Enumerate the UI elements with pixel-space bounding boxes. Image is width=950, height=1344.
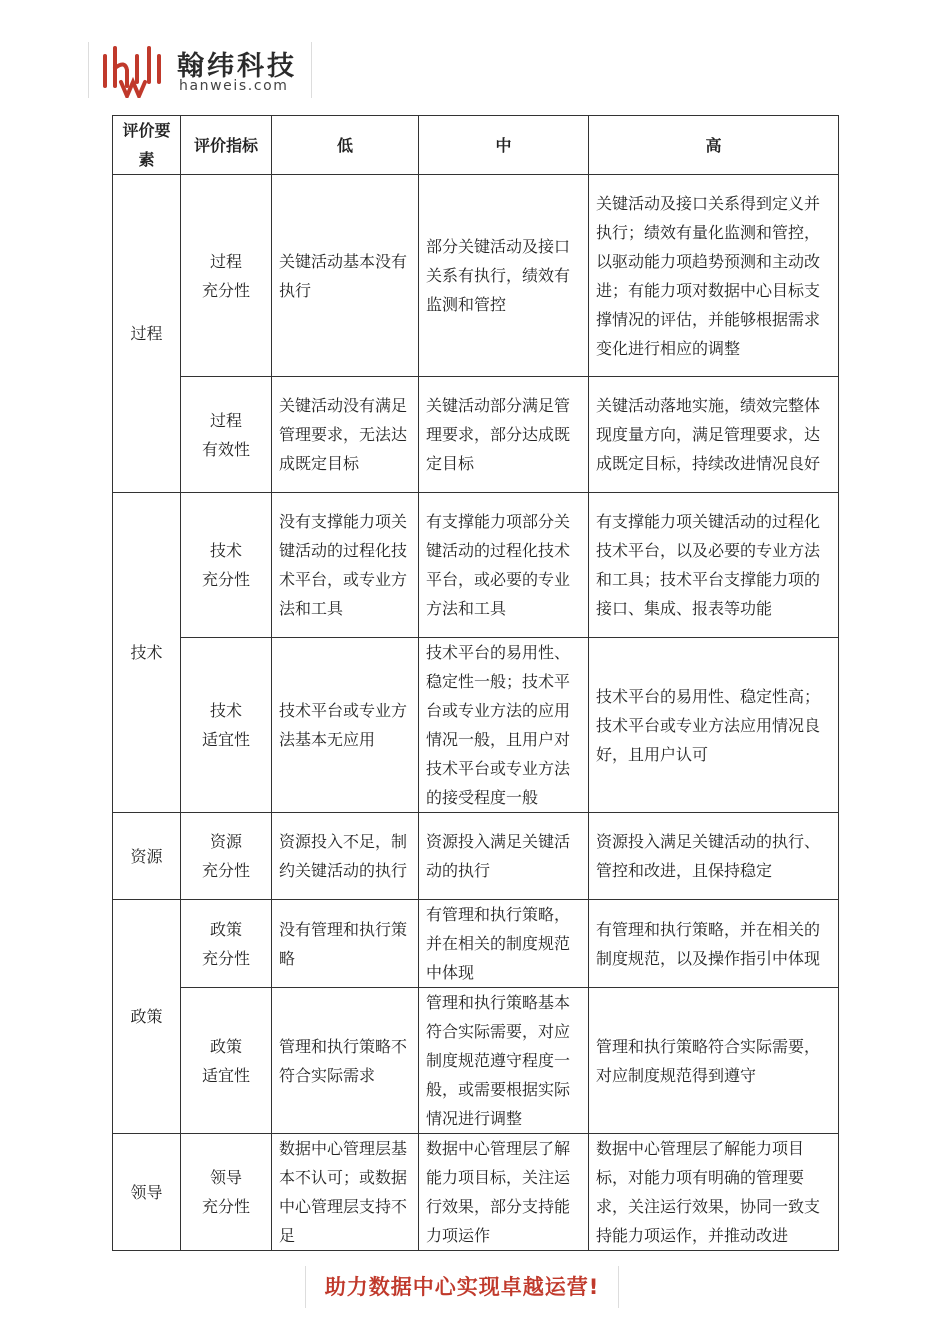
- low-cell: 没有管理和执行策略: [272, 900, 419, 988]
- slogan-text: 助力数据中心实现卓越运营!: [324, 1275, 600, 1299]
- high-cell: 有支撑能力项关键活动的过程化技术平台，以及必要的专业方法和工具；技术平台支撑能力项的接口、集成、报表等功能: [589, 493, 839, 638]
- header-high: 高: [589, 116, 839, 175]
- factor-cell: 技术: [113, 493, 181, 813]
- indicator-cell: 领导 充分性: [181, 1134, 272, 1251]
- mid-cell: 技术平台的易用性、稳定性一般；技术平台或专业方法的应用情况一般，且用户对技术平台或专业方法的接受程度一般: [419, 638, 589, 813]
- low-cell: 管理和执行策略不符合实际需求: [272, 988, 419, 1134]
- mid-cell: 关键活动部分满足管理要求，部分达成既定目标: [419, 377, 589, 493]
- mid-cell: 有支撑能力项部分关键活动的过程化技术平台，或必要的专业方法和工具: [419, 493, 589, 638]
- low-cell: 技术平台或专业方法基本无应用: [272, 638, 419, 813]
- low-cell: 关键活动基本没有执行: [272, 175, 419, 377]
- table-header-row: [113, 116, 839, 175]
- high-cell: 关键活动落地实施，绩效完整体现度量方向，满足管理要求，达成既定目标，持续改进情况良好: [589, 377, 839, 493]
- low-cell: 数据中心管理层基本不认可；或数据中心管理层支持不足: [272, 1134, 419, 1251]
- header-mid: 中: [419, 116, 589, 175]
- low-cell: 资源投入不足，制约关键活动的执行: [272, 813, 419, 900]
- high-cell: 有管理和执行策略，并在相关的制度规范，以及操作指引中体现: [589, 900, 839, 988]
- indicator-cell: 政策 适宜性: [181, 988, 272, 1134]
- factor-cell: 资源: [113, 813, 181, 900]
- brand-name-en: hanweis.com: [179, 78, 289, 94]
- table-row: [113, 900, 839, 988]
- header-factor: 评价要素: [113, 116, 181, 175]
- mid-cell: 部分关键活动及接口关系有执行，绩效有监测和管控: [419, 175, 589, 377]
- table-row: [113, 493, 839, 638]
- factor-cell: 政策: [113, 900, 181, 1134]
- indicator-cell: 过程 有效性: [181, 377, 272, 493]
- mid-cell: 有管理和执行策略，并在相关的制度规范中体现: [419, 900, 589, 988]
- factor-cell: 过程: [113, 175, 181, 493]
- table-row: [113, 988, 839, 1134]
- footer-slogan: [305, 1266, 619, 1308]
- table-row: [113, 175, 839, 377]
- low-cell: 没有支撑能力项关键活动的过程化技术平台，或专业方法和工具: [272, 493, 419, 638]
- indicator-cell: 政策 充分性: [181, 900, 272, 988]
- hw-logo-mark-icon: [97, 42, 165, 98]
- brand-logo: [88, 42, 312, 98]
- brand-name-cn: 翰纬科技: [177, 51, 297, 82]
- table-row: [113, 638, 839, 813]
- high-cell: 技术平台的易用性、稳定性高；技术平台或专业方法应用情况良好，且用户认可: [589, 638, 839, 813]
- evaluation-table: [112, 115, 839, 1251]
- header-low: 低: [272, 116, 419, 175]
- high-cell: 数据中心管理层了解能力项目标，对能力项有明确的管理要求，关注运行效果，协同一致支持能力项运作，并推动改进: [589, 1134, 839, 1251]
- indicator-cell: 技术 适宜性: [181, 638, 272, 813]
- low-cell: 关键活动没有满足管理要求，无法达成既定目标: [272, 377, 419, 493]
- mid-cell: 资源投入满足关键活动的执行: [419, 813, 589, 900]
- high-cell: 管理和执行策略符合实际需要，对应制度规范得到遵守: [589, 988, 839, 1134]
- table-row: [113, 1134, 839, 1251]
- table-row: [113, 377, 839, 493]
- high-cell: 关键活动及接口关系得到定义并执行；绩效有量化监测和管控，以驱动能力项趋势预测和主动改进；有能力项对数据中心目标支撑情况的评估，并能够根据需求变化进行相应的调整: [589, 175, 839, 377]
- header-indicator: 评价指标: [181, 116, 272, 175]
- mid-cell: 数据中心管理层了解能力项目标，关注运行效果，部分支持能力项运作: [419, 1134, 589, 1251]
- indicator-cell: 过程 充分性: [181, 175, 272, 377]
- high-cell: 资源投入满足关键活动的执行、管控和改进，且保持稳定: [589, 813, 839, 900]
- factor-cell: 领导: [113, 1134, 181, 1251]
- indicator-cell: 技术 充分性: [181, 493, 272, 638]
- table-row: [113, 813, 839, 900]
- mid-cell: 管理和执行策略基本符合实际需要，对应制度规范遵守程度一般，或需要根据实际情况进行调整: [419, 988, 589, 1134]
- indicator-cell: 资源 充分性: [181, 813, 272, 900]
